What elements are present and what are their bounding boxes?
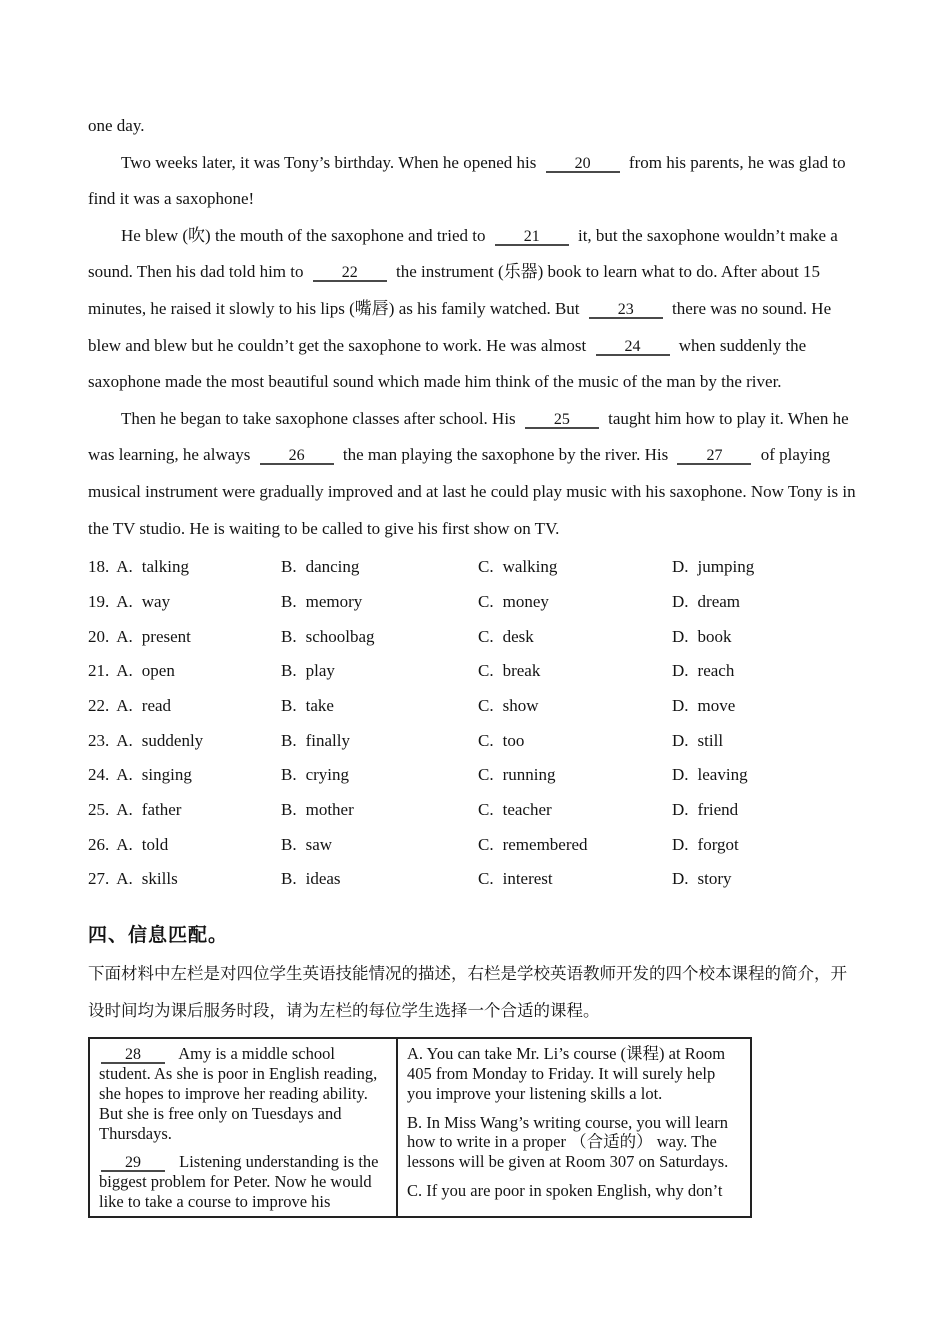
option-cell: 19. A. way (88, 591, 171, 611)
passage-line: Then he began to take saxophone classes after school. His 25 taught him how to play it. When he (121, 408, 849, 428)
passage-line: was learning, he always 26 the man playing the saxophone by the river. His 27 of playing (88, 445, 831, 465)
option-number: 20. (88, 626, 110, 646)
option-row (88, 862, 864, 897)
course-item: C. If you are poor in spoken English, why don’t (407, 1180, 723, 1200)
option-cell: 18. A. talking (88, 557, 189, 577)
option-cell: B. mother (281, 800, 354, 820)
passage-line: He blew (吹) the mouth of the saxophone and tried to 21 it, but the saxophone wouldn’t make a (121, 225, 838, 245)
option-letter: D. (672, 626, 689, 646)
option-cell: C. interest (478, 869, 553, 889)
option-cell: B. memory (281, 591, 363, 611)
passage-line: the TV studio. He is waiting to be called to give his first show on TV. (88, 518, 560, 538)
option-letter: C. (478, 834, 494, 854)
option-cell: C. show (478, 695, 539, 715)
option-cell: 27. A. skills (88, 869, 178, 889)
blank-23: 23 (589, 302, 663, 319)
option-cell: C. desk (478, 626, 534, 646)
option-number: 22. (88, 695, 110, 715)
option-cell: B. schoolbag (281, 626, 375, 646)
option-letter: B. (281, 557, 297, 577)
option-letter: B. (281, 834, 297, 854)
option-letter: B. (281, 591, 297, 611)
option-cell: D. story (672, 869, 732, 889)
passage-line: saxophone made the most beautiful sound which made him think of the music of the man by the river. (88, 372, 782, 392)
blank-22: 22 (313, 265, 387, 282)
option-letter: D. (672, 869, 689, 889)
option-letter: A. (116, 765, 133, 785)
page-content (88, 108, 864, 1218)
option-cell: B. crying (281, 765, 350, 785)
blank-27: 27 (677, 448, 751, 465)
option-cell: D. jumping (672, 557, 755, 577)
option-cell: C. running (478, 765, 556, 785)
option-cell: D. forgot (672, 834, 739, 854)
option-cell: B. finally (281, 730, 350, 750)
option-number: 25. (88, 800, 110, 820)
option-letter: A. (116, 730, 133, 750)
passage-line: blew and blew but he couldn’t get the saxophone to work. He was almost 24 when suddenly the (88, 335, 807, 355)
option-cell: C. break (478, 661, 541, 681)
option-letter: A. (116, 869, 133, 889)
option-letter: A. (116, 557, 133, 577)
option-number: 23. (88, 730, 110, 750)
option-row (88, 654, 864, 689)
passage-line: Two weeks later, it was Tony’s birthday. When he opened his 20 from his parents, he was glad to (121, 152, 846, 172)
option-letter: C. (478, 800, 494, 820)
option-letter: C. (478, 695, 494, 715)
blank-26: 26 (260, 448, 334, 465)
course-item: A. You can take Mr. Li’s course (课程) at Room 405 from Monday to Friday. It will surely help you improve your listening skills a lot. (407, 1044, 726, 1103)
passage-line: sound. Then his dad told him to 22 the instrument (乐器) book to learn what to do. After about 15 (88, 262, 820, 282)
option-number: 26. (88, 834, 110, 854)
student-item: 28 Amy is a middle school student. As she is poor in English reading, she hopes to improve her reading ability. But she is free only on Tuesdays and Thursdays. (99, 1044, 378, 1143)
option-cell: D. friend (672, 800, 739, 820)
student-item: 29 Listening understanding is the biggest problem for Peter. Now he would like to take a course to improve his (99, 1152, 379, 1212)
option-cell: D. move (672, 695, 736, 715)
option-letter: D. (672, 591, 689, 611)
option-number: 27. (88, 869, 110, 889)
option-row (88, 758, 864, 793)
option-cell: 20. A. present (88, 626, 191, 646)
option-cell: D. book (672, 626, 732, 646)
option-letter: D. (672, 730, 689, 750)
option-letter: B. (281, 661, 297, 681)
option-letter: B. (281, 695, 297, 715)
option-row (88, 585, 864, 620)
option-letter: A. (116, 626, 133, 646)
option-letter: B. (281, 869, 297, 889)
option-cell: D. dream (672, 591, 741, 611)
option-letter: D. (672, 800, 689, 820)
option-cell: 23. A. suddenly (88, 730, 204, 750)
blank-24: 24 (596, 339, 670, 356)
option-cell: B. take (281, 695, 334, 715)
option-cell: 21. A. open (88, 661, 175, 681)
option-letter: A. (116, 591, 133, 611)
cloze-passage (88, 108, 864, 547)
course-item: B. In Miss Wang’s writing course, you will learn how to write in a proper （合适的） way. The lessons will be given at Room 307 on Saturdays. (407, 1112, 729, 1172)
option-letter: A. (116, 661, 133, 681)
option-row (88, 724, 864, 759)
option-cell: B. dancing (281, 557, 360, 577)
option-cell: B. saw (281, 834, 333, 854)
blank-28: 28 (101, 1047, 165, 1064)
option-letter: C. (478, 765, 494, 785)
blank-20: 20 (546, 156, 620, 173)
option-cell: C. teacher (478, 800, 552, 820)
section-title: 四、信息匹配。 (88, 925, 229, 947)
option-row (88, 620, 864, 655)
option-letter: B. (281, 800, 297, 820)
passage-line: minutes, he raised it slowly to his lips (嘴唇) as his family watched. But 23 there was no sound. He (88, 298, 832, 318)
option-row (88, 550, 864, 585)
option-row (88, 793, 864, 828)
option-cell: 25. A. father (88, 800, 182, 820)
passage-line: one day. (88, 116, 145, 135)
option-cell: D. reach (672, 661, 735, 681)
option-letter: D. (672, 765, 689, 785)
option-cell: 22. A. read (88, 695, 172, 715)
option-letter: C. (478, 730, 494, 750)
option-cell: 26. A. told (88, 834, 169, 854)
option-cell: D. leaving (672, 765, 748, 785)
option-cell: C. too (478, 730, 525, 750)
option-letter: D. (672, 834, 689, 854)
passage-line: musical instrument were gradually improved and at last he could play music with his saxophone. Now Tony is in (88, 481, 856, 501)
cloze-options (88, 550, 864, 897)
option-cell: B. ideas (281, 869, 341, 889)
option-letter: D. (672, 695, 689, 715)
option-row (88, 689, 864, 724)
option-letter: C. (478, 626, 494, 646)
option-letter: B. (281, 730, 297, 750)
option-cell: 24. A. singing (88, 765, 192, 785)
option-letter: B. (281, 626, 297, 646)
instruction-line: 下面材料中左栏是对四位学生英语技能情况的描述，右栏是学校英语教师开发的四个校本课程的简介，开 (88, 964, 847, 984)
passage-line: find it was a saxophone! (88, 189, 255, 209)
option-cell: D. still (672, 730, 724, 750)
students-column (90, 1039, 398, 1216)
option-letter: C. (478, 557, 494, 577)
blank-21: 21 (495, 229, 569, 246)
option-row (88, 828, 864, 863)
blank-29: 29 (101, 1155, 165, 1172)
option-letter: A. (116, 695, 133, 715)
match-table (88, 1037, 752, 1218)
option-letter: C. (478, 661, 494, 681)
option-number: 24. (88, 765, 110, 785)
courses-column (398, 1039, 750, 1216)
blank-25: 25 (525, 412, 599, 429)
option-letter: D. (672, 557, 689, 577)
option-number: 18. (88, 557, 110, 577)
option-number: 19. (88, 591, 110, 611)
option-cell: C. remembered (478, 834, 588, 854)
option-letter: B. (281, 765, 297, 785)
option-cell: C. walking (478, 557, 558, 577)
option-number: 21. (88, 661, 110, 681)
option-letter: A. (116, 834, 133, 854)
instruction-line: 设时间均为课后服务时段，请为左栏的每位学生选择一个合适的课程。 (88, 1001, 600, 1021)
option-cell: C. money (478, 591, 549, 611)
option-letter: C. (478, 591, 494, 611)
option-letter: A. (116, 800, 133, 820)
option-cell: B. play (281, 661, 335, 681)
section-instructions (88, 955, 864, 1029)
option-letter: C. (478, 869, 494, 889)
option-letter: D. (672, 661, 689, 681)
